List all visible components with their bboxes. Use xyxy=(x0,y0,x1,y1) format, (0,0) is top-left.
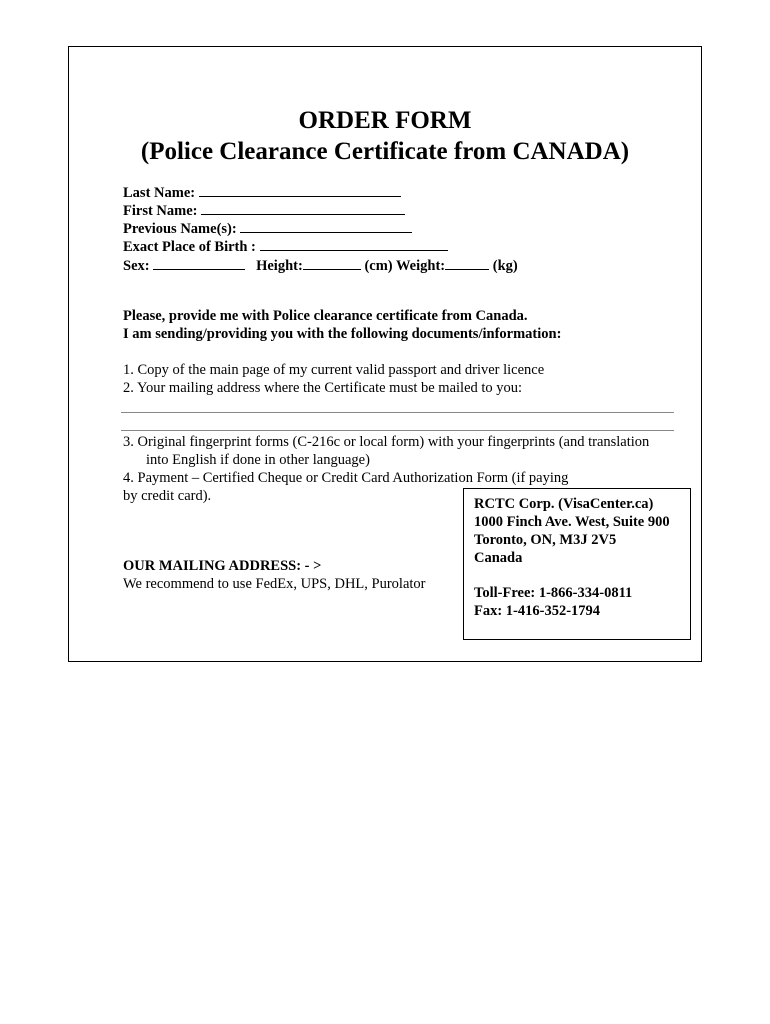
sex-height-weight-row xyxy=(123,256,518,275)
weight-unit: (kg) xyxy=(492,258,518,274)
company-name: RCTC Corp. (VisaCenter.ca) xyxy=(474,496,654,512)
address-line-2[interactable] xyxy=(121,430,674,431)
item-3: 3. Original fingerprint forms (C-216c or local form) with your fingerprints (and translation xyxy=(123,434,650,450)
weight-blank[interactable] xyxy=(445,256,489,270)
fax-number: Fax: 1-416-352-1794 xyxy=(474,603,601,619)
weight-label: (cm) Weight: xyxy=(364,258,446,274)
sex-label: Sex: xyxy=(123,258,150,274)
last-name-label: Last Name: xyxy=(123,185,196,201)
first-name-row xyxy=(123,201,405,220)
item-4-continued: by credit card). xyxy=(123,488,212,504)
form-subtitle: (Police Clearance Certificate from CANADA) xyxy=(140,138,630,165)
last-name-row xyxy=(123,183,401,202)
item-2: 2. Your mailing address where the Certificate must be mailed to you: xyxy=(123,380,523,396)
height-blank[interactable] xyxy=(303,256,361,270)
request-line-2: I am sending/providing you with the following documents/information: xyxy=(123,326,562,342)
place-of-birth-row xyxy=(123,237,448,256)
toll-free-phone: Toll-Free: 1-866-334-0811 xyxy=(474,585,633,601)
country: Canada xyxy=(474,550,523,566)
address-line-1[interactable] xyxy=(121,412,674,413)
height-label: Height: xyxy=(256,258,303,274)
last-name-blank[interactable] xyxy=(199,183,401,197)
courier-recommendation: We recommend to use FedEx, UPS, DHL, Purolator xyxy=(123,576,426,592)
city-address: Toronto, ON, M3J 2V5 xyxy=(474,532,617,548)
form-title: ORDER FORM xyxy=(298,107,472,134)
first-name-blank[interactable] xyxy=(201,201,405,215)
request-line-1: Please, provide me with Police clearance certificate from Canada. xyxy=(123,308,528,324)
mailing-address-heading: OUR MAILING ADDRESS: - > xyxy=(123,558,322,574)
place-of-birth-label: Exact Place of Birth : xyxy=(123,239,256,255)
previous-names-label: Previous Name(s): xyxy=(123,221,237,237)
item-3-continued: into English if done in other language) xyxy=(146,452,370,468)
sex-blank[interactable] xyxy=(153,256,245,270)
first-name-label: First Name: xyxy=(123,203,198,219)
item-4: 4. Payment – Certified Cheque or Credit Card Authorization Form (if paying xyxy=(123,470,569,486)
previous-names-row xyxy=(123,219,412,238)
place-of-birth-blank[interactable] xyxy=(260,237,448,251)
item-1: 1. Copy of the main page of my current valid passport and driver licence xyxy=(123,362,545,378)
previous-names-blank[interactable] xyxy=(240,219,412,233)
street-address: 1000 Finch Ave. West, Suite 900 xyxy=(474,514,670,530)
